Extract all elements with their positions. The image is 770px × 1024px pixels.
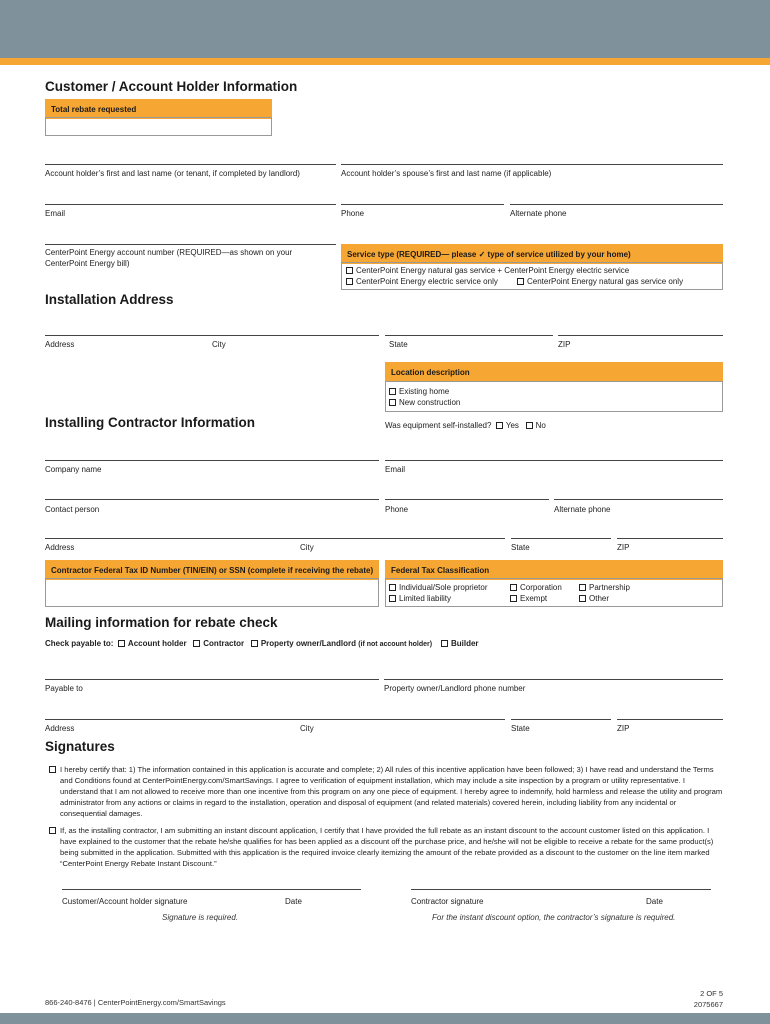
checkbox-icon[interactable] <box>510 595 517 602</box>
checkbox-icon[interactable] <box>389 595 396 602</box>
contractor-certify-checkbox[interactable] <box>49 827 56 834</box>
company-label: Company name <box>45 465 102 474</box>
payable-account-holder[interactable]: Account holder <box>127 639 187 648</box>
certify-checkbox[interactable] <box>49 766 56 773</box>
payable-property-owner[interactable]: Property owner/Landlord <box>260 639 356 648</box>
customer-date-label: Date <box>285 897 302 906</box>
tax-id-header: Contractor Federal Tax ID Number (TIN/EIN) or SSN (complete if receiving the rebate) <box>45 560 379 580</box>
contractor-phone-label: Phone <box>385 505 409 514</box>
contractor-email-label: Email <box>385 465 406 474</box>
contractor-city-label: City <box>300 543 314 552</box>
total-rebate-input[interactable] <box>45 117 272 136</box>
alt-phone-line[interactable] <box>510 204 723 205</box>
contractor-zip-label: ZIP <box>617 543 630 552</box>
tax-option-other[interactable]: Other <box>579 593 609 604</box>
owner-phone-line[interactable] <box>384 679 723 680</box>
install-state-label: State <box>389 340 408 349</box>
customer-signature-label: Customer/Account holder signature <box>62 897 188 906</box>
mailing-zip-line[interactable] <box>617 719 723 720</box>
tax-option-individual[interactable]: Individual/Sole proprietor <box>389 582 488 593</box>
contractor-alt-phone-label: Alternate phone <box>554 505 611 514</box>
checkbox-icon[interactable] <box>346 278 353 285</box>
email-line[interactable] <box>45 204 336 205</box>
signatures-heading: Signatures <box>45 739 115 754</box>
contractor-state-label: State <box>511 543 530 552</box>
install-zip-line[interactable] <box>558 335 723 336</box>
contact-label: Contact person <box>45 505 100 514</box>
payable-to-label: Payable to <box>45 684 83 693</box>
checkbox-icon[interactable] <box>193 640 200 647</box>
contractor-signature-line[interactable] <box>411 889 711 890</box>
tax-option-exempt[interactable]: Exempt <box>510 593 547 604</box>
install-zip-label: ZIP <box>558 340 571 349</box>
contact-line[interactable] <box>45 499 379 500</box>
total-rebate-label: Total rebate requested <box>45 99 272 119</box>
checkbox-icon[interactable] <box>517 278 524 285</box>
certify-text: I hereby certify that: 1) The information contained in this application is accurate and complete; 2) All rules of this incentive application have been followed; 3) I have read and understand the Terms and Conditions found at CenterPointEnergy.com/SmartSavings. I agree to verification of equipment installation, which may include a site inspection by a program or utility representative. I understand that I am not allowed to receive more than one incentive from this program on any one piece of equipment. I hereby agree to indemnify, hold harmless and release the utility and program administrator from any actions or claims in regard to the installation, operation and disposal of equipment (and related materials) covered herein, including liability from any incidental or consequential damages. <box>60 765 723 818</box>
self-installed-question: Was equipment self-installed? Yes No <box>385 421 546 430</box>
location-header: Location description <box>385 362 723 382</box>
property-owner-note: (if not account holder) <box>358 641 433 648</box>
checkbox-icon[interactable] <box>579 584 586 591</box>
tax-option-partnership[interactable]: Partnership <box>579 582 630 593</box>
service-option-gas[interactable]: CenterPoint Energy natural gas service only <box>517 276 683 287</box>
contractor-address-label: Address <box>45 543 75 552</box>
mailing-zip-label: ZIP <box>617 724 630 733</box>
install-address-line[interactable] <box>45 335 379 336</box>
customer-signature-note: Signature is required. <box>162 913 239 922</box>
mailing-city-label: City <box>300 724 314 733</box>
page-number: 2 OF 5 <box>700 989 723 998</box>
contractor-alt-phone-line[interactable] <box>554 499 723 500</box>
location-option-existing[interactable]: Existing home <box>389 386 449 397</box>
checkbox-icon[interactable] <box>118 640 125 647</box>
checkbox-icon[interactable] <box>251 640 258 647</box>
service-option-electric[interactable]: CenterPoint Energy electric service only <box>346 276 498 287</box>
contractor-certify-text: If, as the installing contractor, I am submitting an instant discount application, I certify that I have provided the full rebate as an instant discount to the account customer listed on this application. I have explained to the customer that the rebate he/she qualifies for has been applied as a discount off the purchase price, and he/she will not be eligible to receive a rebate for the same product(s) being submitted in the application. Submitted with this application is the required invoice clearly itemizing the amount of the rebate provided as a discount to the customer on the line item marked “CenterPoint Energy Rebate Instant Discount.” <box>60 826 714 868</box>
mailing-address-line[interactable] <box>45 719 505 720</box>
tax-option-corporation[interactable]: Corporation <box>510 582 562 593</box>
contractor-zip-line[interactable] <box>617 538 723 539</box>
mailing-heading: Mailing information for rebate check <box>45 615 278 630</box>
install-city-label: City <box>212 340 226 349</box>
email-label: Email <box>45 209 66 218</box>
name-line[interactable] <box>45 164 336 165</box>
payable-contractor[interactable]: Contractor <box>203 639 245 648</box>
company-line[interactable] <box>45 460 379 461</box>
spouse-line[interactable] <box>341 164 723 165</box>
contractor-signature-label: Contractor signature <box>411 897 484 906</box>
header-bar <box>0 0 770 58</box>
contractor-state-line[interactable] <box>511 538 611 539</box>
footer-contact: 866-240-8476 | CenterPointEnergy.com/SmartSavings <box>45 998 226 1007</box>
service-type-header: Service type (REQUIRED— please ✓ type of service utilized by your home) <box>341 244 723 264</box>
tax-option-limited[interactable]: Limited liability <box>389 593 451 604</box>
checkbox-icon[interactable] <box>526 422 533 429</box>
install-address-label: Address <box>45 340 75 349</box>
tax-class-header: Federal Tax Classification <box>385 560 723 580</box>
check-payable-row: Check payable to: Account holder Contractor Property owner/Landlord (if not account holder) Builder <box>45 639 479 648</box>
checkbox-icon[interactable] <box>346 267 353 274</box>
checkbox-icon[interactable] <box>389 399 396 406</box>
contractor-phone-line[interactable] <box>385 499 549 500</box>
checkbox-icon[interactable] <box>441 640 448 647</box>
contractor-heading: Installing Contractor Information <box>45 415 256 430</box>
spouse-label: Account holder’s spouse’s first and last name (if applicable) <box>341 169 552 178</box>
payable-to-line[interactable] <box>45 679 379 680</box>
checkbox-icon[interactable] <box>510 584 517 591</box>
account-number-line[interactable] <box>45 244 336 245</box>
owner-phone-label: Property owner/Landlord phone number <box>384 684 526 693</box>
checkbox-icon[interactable] <box>389 388 396 395</box>
form-code: 2075667 <box>693 1000 723 1009</box>
self-installed-yes[interactable]: Yes <box>505 421 519 430</box>
checkbox-icon[interactable] <box>579 595 586 602</box>
contractor-signature-note: For the instant discount option, the contractor’s signature is required. <box>432 913 676 922</box>
customer-signature-line[interactable] <box>62 889 361 890</box>
mailing-address-label: Address <box>45 724 75 733</box>
tax-id-input[interactable] <box>45 578 379 607</box>
customer-section-heading: Customer / Account Holder Information <box>45 79 298 94</box>
mailing-state-label: State <box>511 724 530 733</box>
phone-line[interactable] <box>341 204 504 205</box>
footer-bar <box>0 1013 770 1024</box>
installation-heading: Installation Address <box>45 292 174 307</box>
contractor-date-label: Date <box>646 897 663 906</box>
account-number-label: CenterPoint Energy account number (REQUIRED—as shown on your CenterPoint Energy bill) <box>45 248 293 268</box>
alt-phone-label: Alternate phone <box>510 209 567 218</box>
contractor-email-line[interactable] <box>385 460 723 461</box>
mailing-state-line[interactable] <box>511 719 611 720</box>
install-state-line[interactable] <box>385 335 553 336</box>
checkbox-icon[interactable] <box>389 584 396 591</box>
header-accent-stripe <box>0 58 770 65</box>
service-option-gas-electric[interactable]: CenterPoint Energy natural gas service + CenterPoint Energy electric service <box>346 265 629 276</box>
phone-label: Phone <box>341 209 365 218</box>
location-option-new[interactable]: New construction <box>389 397 460 408</box>
payable-builder[interactable]: Builder <box>450 639 479 648</box>
checkbox-icon[interactable] <box>496 422 503 429</box>
contractor-address-line[interactable] <box>45 538 505 539</box>
name-label: Account holder’s first and last name (or tenant, if completed by landlord) <box>45 169 300 178</box>
self-installed-no[interactable]: No <box>535 421 546 430</box>
